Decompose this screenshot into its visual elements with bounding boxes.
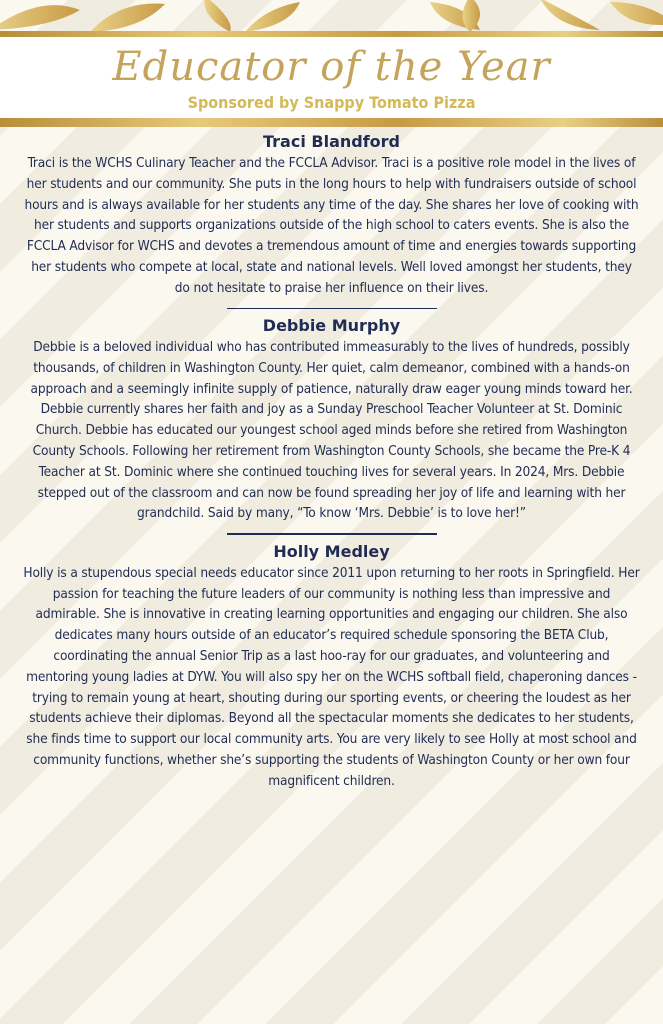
gold-rule-bottom — [0, 118, 663, 127]
educator-name: Traci Blandford — [263, 132, 400, 151]
section-divider — [227, 308, 437, 310]
section-divider — [227, 533, 437, 535]
educator-bio: Debbie is a beloved individual who has contributed immeasurably to the lives of hundreds, possibly thousands, of children in Washington County. Her quiet, calm demeanor, combined with a hands-on approach and a seemingly infinite supply of patience, naturally draw eager young minds toward her. Debbie currently shares her faith and joy as a Sunday Preschool Teacher Volunteer at St. Dominic Church. Debbie has educated our youngest school aged minds before she retired from Washington County Schools. Following her retirement from Washington County Schools, she became the Pre-K 4 Teacher at St. Dominic where she continued touching lives for several years. In 2024, Mrs. Debbie stepped out of the classroom and can now be found spreading her joy of life and learning with her grandchild. Said by many, “To know ‘Mrs. Debbie’ is to love her!” — [30, 339, 633, 522]
educator-bio: Traci is the WCHS Culinary Teacher and the FCCLA Advisor. Traci is a positive role model in the lives of her students and our community. She puts in the long hours to help with fundraisers outside of school hours and is always available for her students any time of the day. She shares her love of cooking with her students and supports organizations outside of the high school to caters events. She is also the FCCLA Advisor for WCHS and devotes a tremendous amount of time and energies towards supporting her students who compete at local, state and national levels. Well loved amongst her students, they do not hesitate to praise her influence on their lives. — [24, 155, 639, 296]
educator-entry — [22, 541, 641, 792]
educator-bio: Holly is a stupendous special needs educator since 2011 upon returning to her roots in Springfield. Her passion for teaching the future leaders of our community is nothing less than impressive and admirable. She is innovative in creating learning opportunities and engaging our children. She also dedicates many hours outside of an educator’s required schedule sponsoring the BETA Club, coordinating the annual Senior Trip as a last hoo-ray for our graduates, and volunteering and mentoring young ladies at DYW. You will also spy her on the WCHS softball field, chaperoning dances - trying to remain young at heart, shouting during our sporting events, or cheering the loudest as her students achieve their diplomas. Beyond all the spectacular moments she dedicates to her students, she finds time to support our local community arts. You are very likely to see Holly at most school and community functions, whether she’s supporting the students of Washington County or her own four magnificent children. — [23, 564, 640, 789]
educator-entry — [22, 131, 641, 299]
page-title: Educator of the Year — [112, 44, 551, 90]
educator-entry — [22, 315, 641, 524]
sponsor-subtitle: Sponsored by Snappy Tomato Pizza — [187, 93, 476, 112]
educator-list — [22, 131, 641, 792]
educator-name: Holly Medley — [273, 541, 390, 561]
educator-name: Debbie Murphy — [262, 316, 401, 336]
